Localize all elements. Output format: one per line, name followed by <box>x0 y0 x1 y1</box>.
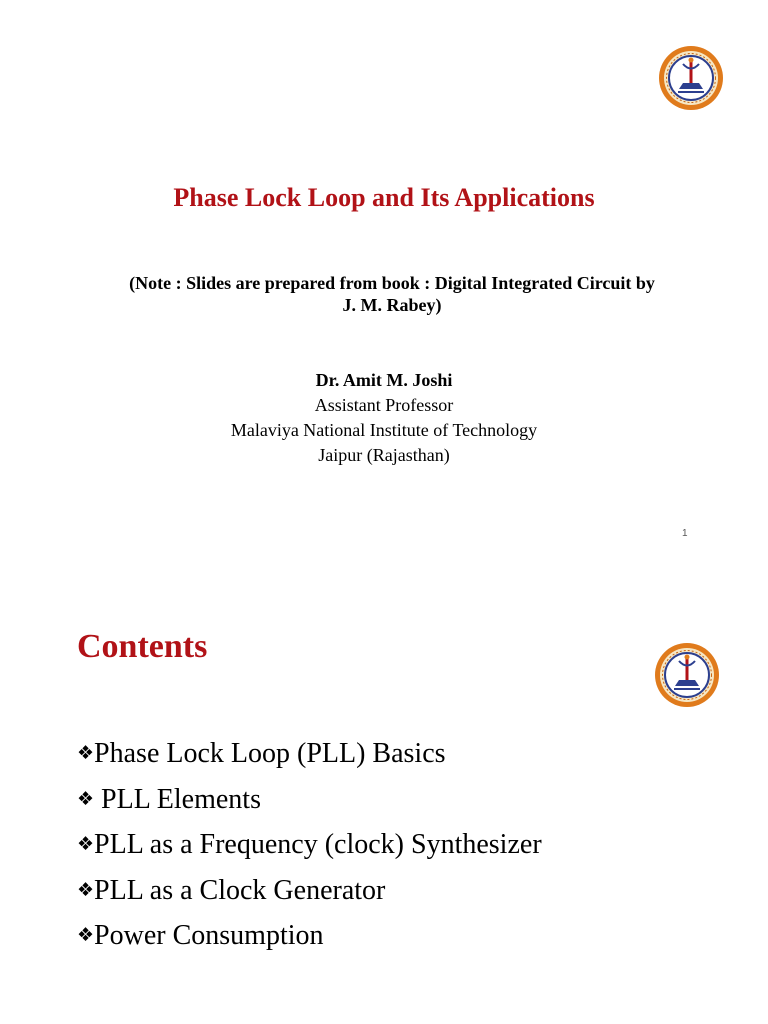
institute-location: Jaipur (Rajasthan) <box>318 445 450 465</box>
source-note-line1: (Note : Slides are prepared from book : Digital Integrated Circuit by <box>129 273 655 293</box>
author-block <box>0 368 768 468</box>
list-item-text: PLL Elements <box>94 783 261 815</box>
source-note <box>70 272 714 316</box>
list-item <box>77 731 542 777</box>
bullet-diamond-icon: ❖ <box>77 787 95 810</box>
list-item <box>77 777 542 823</box>
bullet-diamond-icon: ❖ <box>77 924 95 946</box>
list-item <box>77 868 542 914</box>
contents-heading: Contents <box>77 628 208 665</box>
institute-name: Malaviya National Institute of Technology <box>230 420 538 440</box>
slide-contents <box>0 576 768 1024</box>
institute-emblem-icon <box>658 45 724 111</box>
bullet-diamond-icon: ❖ <box>77 833 95 855</box>
list-item <box>77 913 542 959</box>
bullet-diamond-icon: ❖ <box>77 878 95 901</box>
source-note-line2: J. M. Rabey) <box>342 295 442 315</box>
institute-emblem-icon <box>654 642 720 708</box>
list-item-text: PLL as a Clock Generator <box>94 874 386 906</box>
page-number: 1 <box>682 528 688 539</box>
slide-title-text: Phase Lock Loop and Its Applications <box>173 183 595 212</box>
contents-list <box>77 731 542 959</box>
list-item-text: Phase Lock Loop (PLL) Basics <box>94 738 446 769</box>
bullet-diamond-icon: ❖ <box>77 742 95 764</box>
list-item <box>77 822 542 868</box>
author-name: Dr. Amit M. Joshi <box>315 370 453 390</box>
author-position: Assistant Professor <box>314 395 454 415</box>
list-item-text: Power Consumption <box>94 920 324 951</box>
list-item-text: PLL as a Frequency (clock) Synthesizer <box>94 829 542 860</box>
